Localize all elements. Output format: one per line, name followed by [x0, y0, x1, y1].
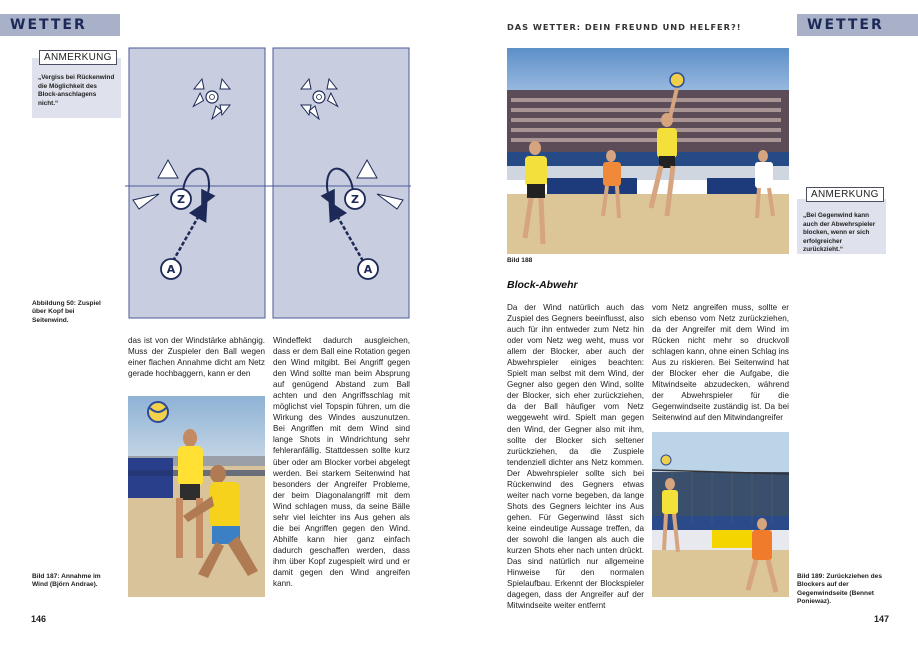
photo-188-caption: Bild 188 [507, 257, 533, 264]
running-head: DAS WETTER: DEIN FREUND UND HELFER?! [507, 22, 742, 32]
section-label-left: WETTER [0, 14, 120, 36]
photo-189 [652, 432, 789, 597]
page-number-right: 147 [874, 614, 890, 624]
photo-188 [507, 48, 789, 254]
player-a-left-label: A [166, 263, 176, 276]
note-title-right: ANMERKUNG [806, 187, 884, 202]
right-col1: Da der Wind natürlich auch das Zuspiel des Gegners beeinflusst, also auch für ihn entweder zum Netz hin oder vom Netz weg weht, muss vor allem der Blocker, aber auch der Abwehrspieler einiges beachten: Spielt man selbst mit dem Wind, der Gegner also gegen den Wind, sollte der Blocker, sich eher zurückziehen, da der Ball häufiger vom Netz weggeweht wird. Spielt man gegen den Wind, der Gegner also mit ihm, sollte der Blocker sich seltener zurückziehen, da die Zuspiele tendenziell dichter ans Netz kommen. Der Abwehrspieler sollte sich bei Rückenwind des Gegners etwas weiter nach vorne begeben, da lange Shots des Gegners leichter ins Aus gehen. Für Gegenwind lässt sich keine eindeutige Aussage treffen, da der sowohl die langen als auch die kurzen Shots eher nach unten drückt. Das sind natürlich nur allgemeine Hinweise für den normalen Spielaufbau. Erkennt der Blockspieler dagegen, dass der Angreifer auf der Mitwindseite weiter entfernt [507, 303, 644, 611]
note-text-left: „Vergiss bei Rückenwind die Möglichkeit des Block-anschlagens nicht.“ [38, 74, 115, 107]
photo-187-caption: Bild 187: Annahme im Wind (Björn Andrae). [32, 573, 101, 589]
player-z-left-label: Z [177, 193, 185, 206]
photo-187 [128, 396, 265, 597]
court-right [273, 48, 409, 318]
photo-189-caption: Bild 189: Zurückziehen des Blockers auf der Gegenwindseite (Bennet Poniewaz). [797, 573, 883, 606]
note-title-left: ANMERKUNG [39, 50, 117, 65]
right-col2: vom Netz angreifen muss, sollte er sich ebenso vom Netz zurückziehen, da der Angreifer mit dem Wind im Rücken nicht mehr so druckvoll schlagen kann, ohne einen Schlag ins Aus zu riskieren. Bei Seitenwind hat der Blocker eher die Aufgabe, die Mitwindseite abzudecken, während der Abwehrspieler für die Gegenwindseite zuständig ist. Da bei Seitenwind auf den Mitwindangreifer [652, 303, 789, 423]
section-label-right: WETTER [797, 14, 918, 36]
figure-caption: Abbildung 50: Zuspiel über Kopf bei Seitenwind. [32, 300, 101, 324]
note-text-right: „Bei Gegenwind kann auch der Abwehrspieler blocken, wenn er sich erfolgreicher zurückzieht.“ [803, 212, 876, 254]
left-col2: Windeffekt dadurch ausgleichen, dass er dem Ball eine Rotation gegen den Wind mitgibt. Bei Angriff gegen den Wind sollte man beim Absprung auf genügend Abstand zum Ball achten und den Angriffsschlag mit möglichst viel Topspin führen, um die Wirkung des Windes auszunutzen. Bei Angriffen mit dem Wind sind lange Shots in Windrichtung sehr fehleranfällig. Stattdessen sollte kurz über oder am Blocker vorbei abgelegt werden. Bei starkem Seitenwind hat besonders der Angreifer Probleme, der beim Diagonalangriff mit dem Wind schlagen muss, da seine Bälle sehr viel leichter ins Aus gehen als die bei Angriffen gegen den Wind. Abhilfe kann hier ganz einfach dadurch geschaffen werden, dass ihm über Kopf zugespielt wird und er damit gegen den Wind angreifen kann. [273, 336, 410, 589]
court-diagram [125, 47, 411, 319]
player-z-right-label: Z [351, 193, 359, 206]
player-a-right-label: A [363, 263, 373, 276]
left-col1-top: das ist von der Windstärke abhängig. Muss der Zuspieler den Ball wegen einer flachen Annahme dicht am Netz gerade hochbaggern, kann er den [128, 336, 265, 379]
page-number-left: 146 [31, 614, 47, 624]
section-heading-block-abwehr: Block-Abwehr [507, 279, 578, 291]
